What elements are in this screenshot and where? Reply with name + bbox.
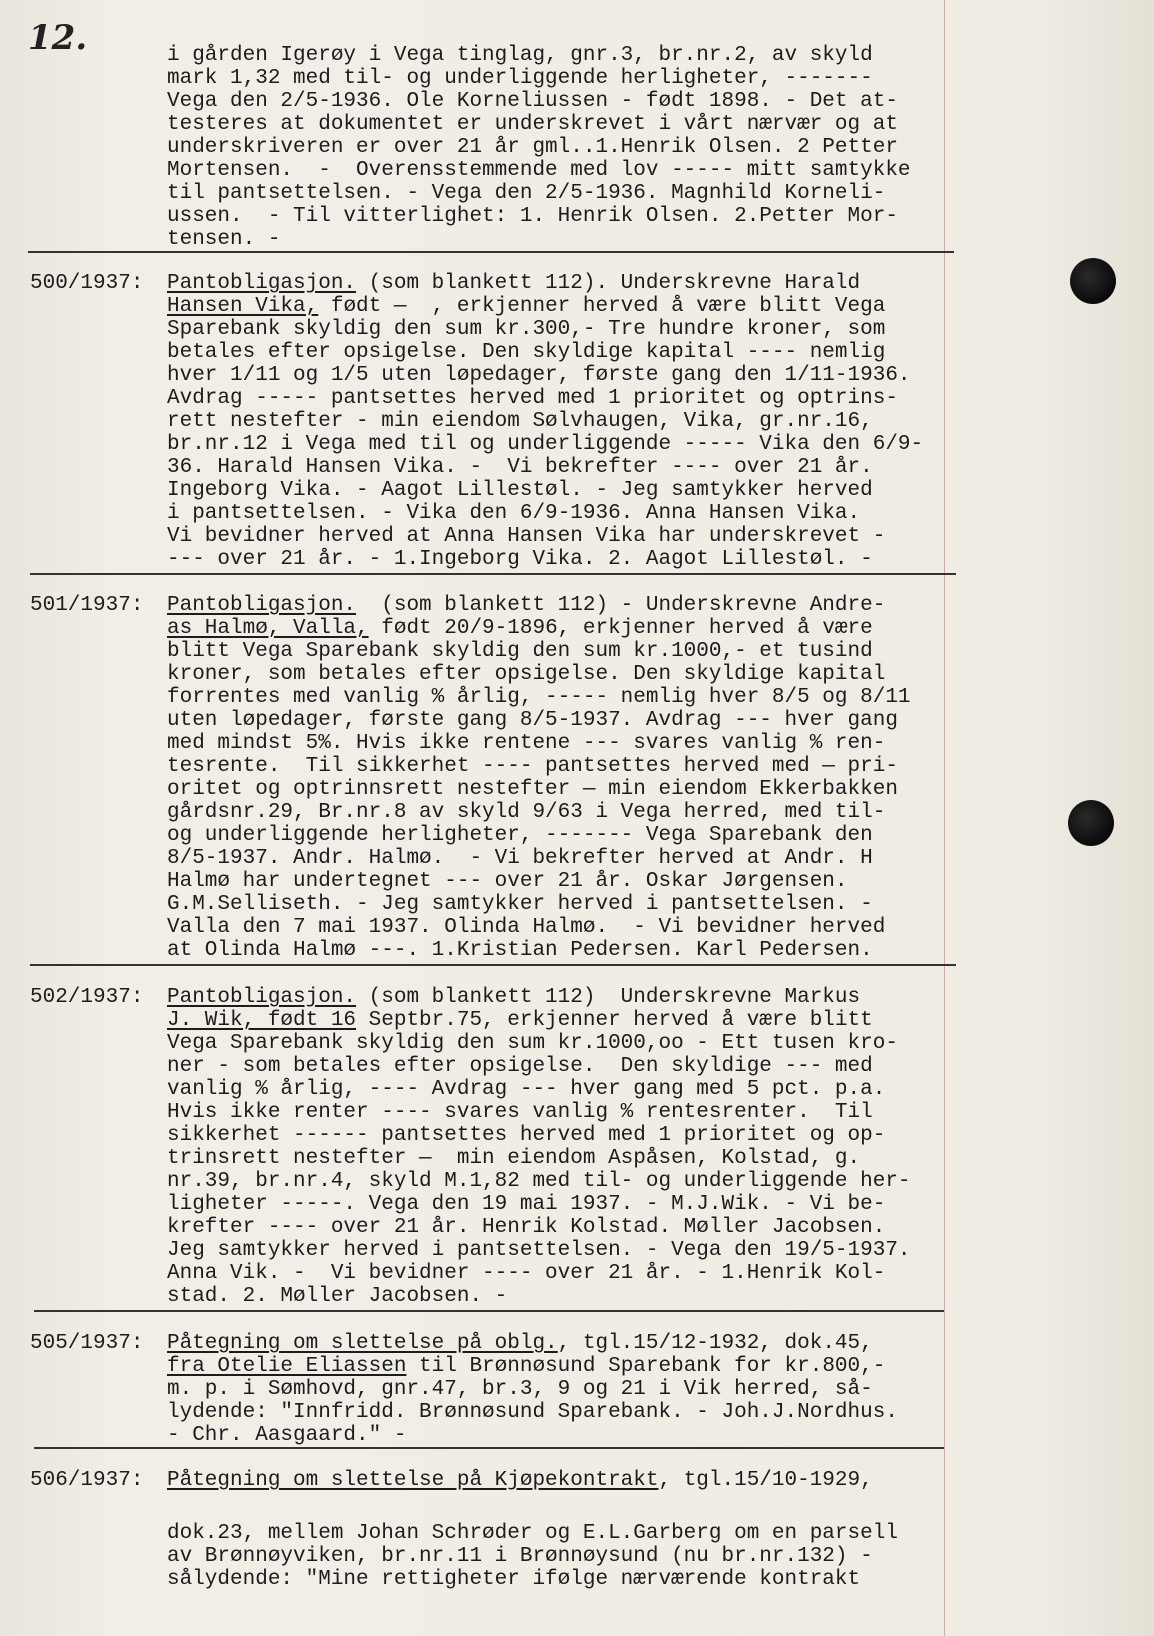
entry-id: 500/1937: bbox=[30, 272, 144, 295]
entry-line: oritet og optrinnsrett nestefter — min eiendom Ekkerbakken bbox=[167, 778, 898, 801]
entry-line: Halmø har undertegnet --- over 21 år. Oskar Jørgensen. bbox=[167, 870, 848, 893]
entry-line: Pantobligasjon. (som blankett 112) - Underskrevne Andre- bbox=[167, 594, 886, 617]
entry-line: ussen. - Til vitterlighet: 1. Henrik Olsen. 2.Petter Mor- bbox=[167, 205, 898, 228]
entry-line: underskriveren er over 21 år gml..1.Henrik Olsen. 2 Petter bbox=[167, 136, 898, 159]
margin-line bbox=[944, 0, 945, 1636]
entry-line: blitt Vega Sparebank skyldig den sum kr.1000,- et tusind bbox=[167, 640, 873, 663]
entry-line: Hvis ikke renter ---- svares vanlig % rentesrenter. Til bbox=[167, 1101, 873, 1124]
entry-line: mark 1,32 med til- og underliggende herligheter, ------- bbox=[167, 67, 873, 90]
entry-line: vanlig % årlig, ---- Avdrag --- hver gang med 5 pct. p.a. bbox=[167, 1078, 886, 1101]
entry-underlined-name: J. Wik, født 16 bbox=[167, 1009, 357, 1032]
entry-line: nr.39, br.nr.4, skyld M.1,82 med til- og underliggende her- bbox=[167, 1170, 911, 1193]
entry-line: sålydende: "Mine rettigheter ifølge nærværende kontrakt bbox=[167, 1568, 861, 1591]
punch-hole-icon bbox=[1068, 800, 1114, 846]
entry-line: Valla den 7 mai 1937. Olinda Halmø. - Vi bevidner herved bbox=[167, 916, 886, 939]
entry-line: as Halmø, Valla, født 20/9-1896, erkjenner herved å være bbox=[167, 617, 873, 640]
entry-title: Pantobligasjon. bbox=[167, 594, 357, 617]
entry-line: ner - som betales efter opsigelse. Den skyldige --- med bbox=[167, 1055, 873, 1078]
entry-underlined-name: fra Otelie Eliassen bbox=[167, 1355, 407, 1378]
entry-line: G.M.Selliseth. - Jeg samtykker herved i pantsettelsen. - bbox=[167, 893, 873, 916]
entry-line: - Chr. Aasgaard." - bbox=[167, 1424, 407, 1447]
entry-line: Ingeborg Vika. - Aagot Lillestøl. - Jeg samtykker herved bbox=[167, 479, 873, 502]
entry-line: Pantobligasjon. (som blankett 112) Underskrevne Markus bbox=[167, 986, 861, 1009]
entry-line: trinsrett nestefter — min eiendom Aspåsen, Kolstad, g. bbox=[167, 1147, 861, 1170]
entry-line: hver 1/11 og 1/5 uten løpedager, første gang den 1/11-1936. bbox=[167, 364, 911, 387]
entry-line: lydende: "Innfridd. Brønnøsund Sparebank. - Joh.J.Nordhus. bbox=[167, 1401, 898, 1424]
entry-line: Vi bevidner herved at Anna Hansen Vika har underskrevet - bbox=[167, 525, 886, 548]
entry-line: --- over 21 år. - 1.Ingeborg Vika. 2. Aagot Lillestøl. - bbox=[167, 548, 873, 571]
entry-line: Vega Sparebank skyldig den sum kr.1000,oo - Ett tusen kro- bbox=[167, 1032, 898, 1055]
entry-line: i pantsettelsen. - Vika den 6/9-1936. Anna Hansen Vika. bbox=[167, 502, 861, 525]
page-number: 12. bbox=[28, 18, 88, 58]
entry-line: rett nestefter - min eiendom Sølvhaugen, Vika, gr.nr.16, bbox=[167, 410, 873, 433]
entry-underlined-name: as Halmø, Valla, bbox=[167, 617, 369, 640]
entry-line: stad. 2. Møller Jacobsen. - bbox=[167, 1285, 508, 1308]
entry-line: med mindst 5%. Hvis ikke rentene --- svares vanlig % ren- bbox=[167, 732, 886, 755]
entry-line: til pantsettelsen. - Vega den 2/5-1936. Magnhild Korneli- bbox=[167, 182, 886, 205]
entry-line: Anna Vik. - Vi bevidner ---- over 21 år. - 1.Henrik Kol- bbox=[167, 1262, 886, 1285]
entry-line: forrentes med vanlig % årlig, ----- nemlig hver 8/5 og 8/11 bbox=[167, 686, 911, 709]
entry-line: Påtegning om slettelse på oblg., tgl.15/12-1932, dok.45, bbox=[167, 1332, 873, 1355]
entry-divider bbox=[30, 964, 956, 966]
entry-line: m. p. i Sømhovd, gnr.47, br.3, 9 og 21 i Vik herred, så- bbox=[167, 1378, 873, 1401]
entry-line: gårdsnr.29, Br.nr.8 av skyld 9/63 i Vega herred, med til- bbox=[167, 801, 886, 824]
entry-line: Pantobligasjon. (som blankett 112). Underskrevne Harald bbox=[167, 272, 861, 295]
entry-line: Jeg samtykker herved i pantsettelsen. - Vega den 19/5-1937. bbox=[167, 1239, 911, 1262]
entry-line: Hansen Vika, født — , erkjenner herved å være blitt Vega bbox=[167, 295, 886, 318]
entry-line: kroner, som betales efter opsigelse. Den skyldige kapital bbox=[167, 663, 886, 686]
entry-line: br.nr.12 i Vega med til og underliggende ----- Vika den 6/9- bbox=[167, 433, 924, 456]
entry-id: 501/1937: bbox=[30, 594, 144, 617]
entry-line: Påtegning om slettelse på Kjøpekontrakt, tgl.15/10-1929, bbox=[167, 1469, 873, 1492]
entry-line: ligheter -----. Vega den 19 mai 1937. - M.J.Wik. - Vi be- bbox=[167, 1193, 886, 1216]
entry-line: fra Otelie Eliassen til Brønnøsund Sparebank for kr.800,- bbox=[167, 1355, 886, 1378]
entry-divider bbox=[28, 251, 954, 253]
punch-hole-icon bbox=[1070, 258, 1116, 304]
entry-line: 8/5-1937. Andr. Halmø. - Vi bekrefter herved at Andr. H bbox=[167, 847, 873, 870]
entry-line: krefter ---- over 21 år. Henrik Kolstad. Møller Jacobsen. bbox=[167, 1216, 886, 1239]
entry-line: og underliggende herligheter, ------- Vega Sparebank den bbox=[167, 824, 873, 847]
entry-line: J. Wik, født 16 Septbr.75, erkjenner herved å være blitt bbox=[167, 1009, 873, 1032]
entry-divider bbox=[30, 573, 956, 575]
entry-line: 36. Harald Hansen Vika. - Vi bekrefter ---- over 21 år. bbox=[167, 456, 873, 479]
entry-line: av Brønnøyviken, br.nr.11 i Brønnøysund (nu br.nr.132) - bbox=[167, 1545, 873, 1568]
entry-line: sikkerhet ------ pantsettes herved med 1 prioritet og op- bbox=[167, 1124, 886, 1147]
entry-line: Sparebank skyldig den sum kr.300,- Tre hundre kroner, som bbox=[167, 318, 886, 341]
entry-line: tensen. - bbox=[167, 228, 281, 251]
entry-line: tesrente. Til sikkerhet ---- pantsettes herved med — pri- bbox=[167, 755, 898, 778]
entry-line: Vega den 2/5-1936. Ole Korneliussen - født 1898. - Det at- bbox=[167, 90, 898, 113]
entry-id: 502/1937: bbox=[30, 986, 144, 1009]
entry-title: Påtegning om slettelse på oblg. bbox=[167, 1332, 558, 1355]
entry-divider bbox=[34, 1310, 944, 1312]
entry-underlined-name: Hansen Vika, bbox=[167, 295, 319, 318]
entry-line: betales efter opsigelse. Den skyldige kapital ---- nemlig bbox=[167, 341, 886, 364]
entry-title: Påtegning om slettelse på Kjøpekontrakt bbox=[167, 1469, 659, 1492]
entry-line: testeres at dokumentet er underskrevet i vårt nærvær og at bbox=[167, 113, 898, 136]
entry-line: Avdrag ----- pantsettes herved med 1 prioritet og optrins- bbox=[167, 387, 898, 410]
entry-id: 505/1937: bbox=[30, 1332, 144, 1355]
entry-id: 506/1937: bbox=[30, 1469, 144, 1492]
entry-title: Pantobligasjon. bbox=[167, 272, 357, 295]
entry-line: dok.23, mellem Johan Schrøder og E.L.Garberg om en parsell bbox=[167, 1522, 898, 1545]
entry-line: Mortensen. - Overensstemmende med lov ----- mitt samtykke bbox=[167, 159, 911, 182]
entry-line: at Olinda Halmø ---. 1.Kristian Pedersen. Karl Pedersen. bbox=[167, 939, 873, 962]
entry-divider bbox=[34, 1447, 944, 1449]
entry-line: i gården Igerøy i Vega tinglag, gnr.3, br.nr.2, av skyld bbox=[167, 44, 873, 67]
entry-line: uten løpedager, første gang 8/5-1937. Avdrag --- hver gang bbox=[167, 709, 898, 732]
entry-title: Pantobligasjon. bbox=[167, 986, 357, 1009]
